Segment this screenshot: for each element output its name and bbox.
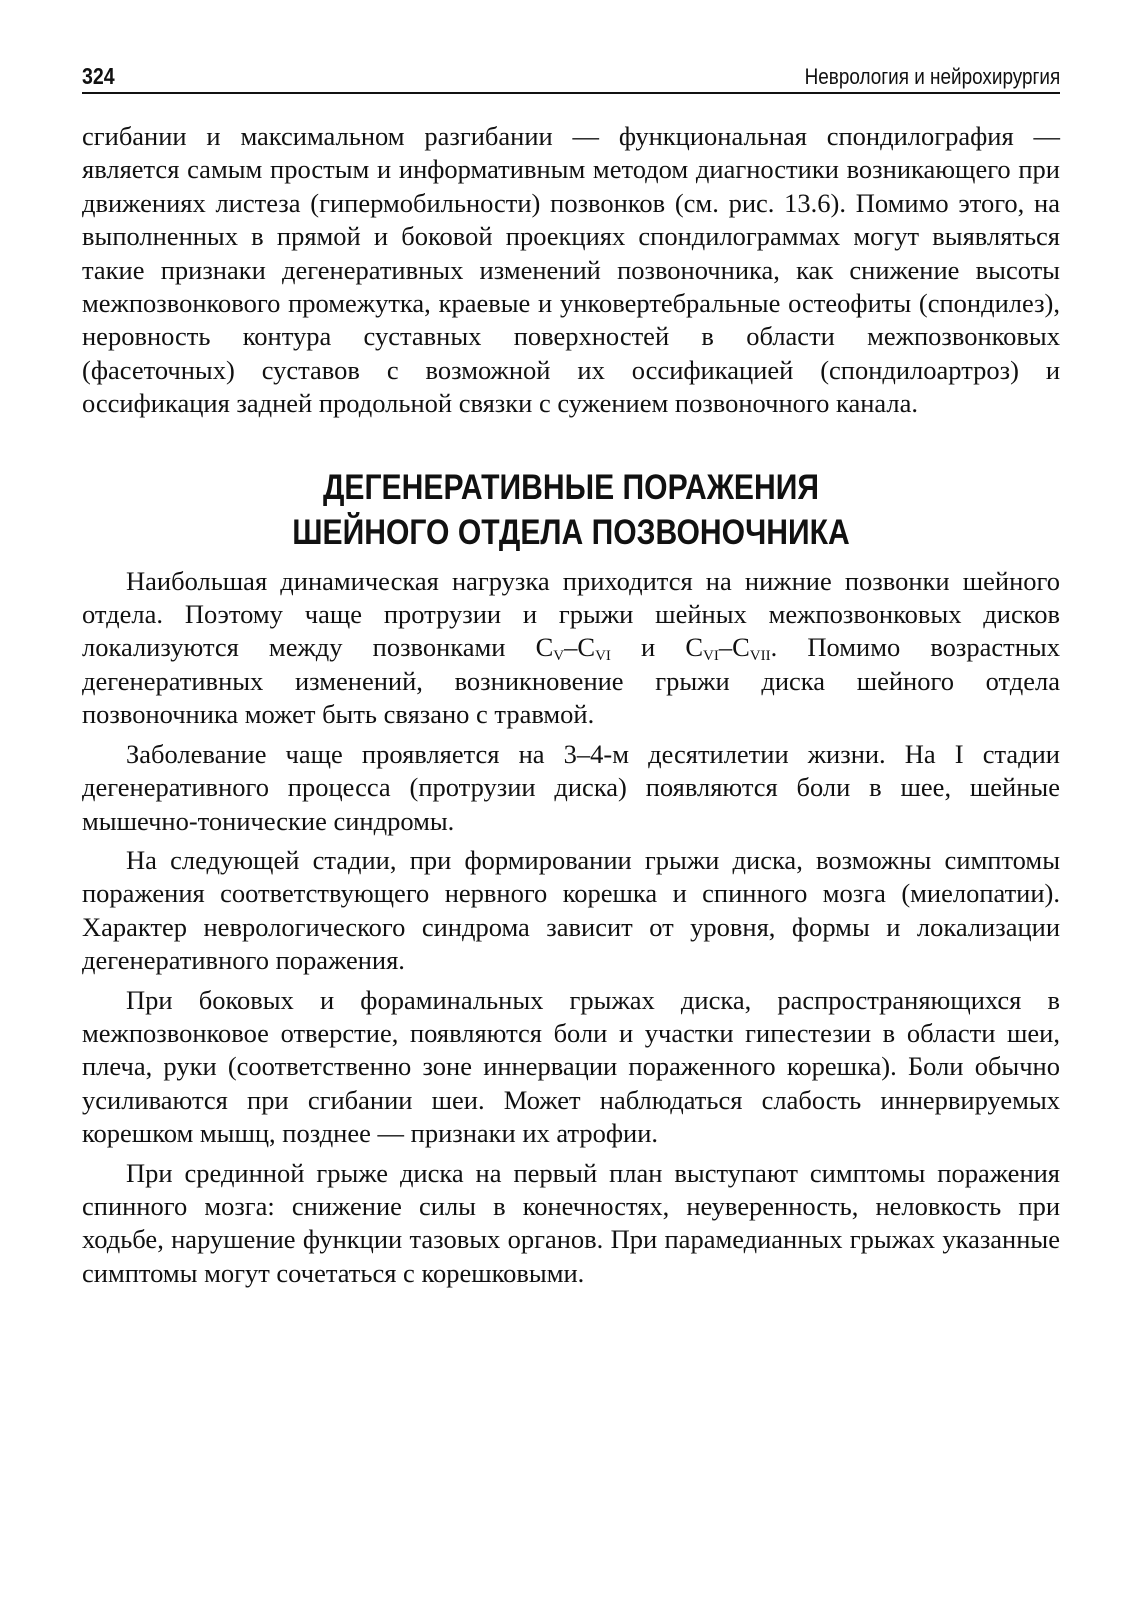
section-title-line-1: ДЕГЕНЕРАТИВНЫЕ ПОРАЖЕНИЯ — [322, 467, 820, 507]
vertebra-c: C — [535, 632, 554, 663]
page-header — [82, 58, 1060, 94]
conjunction: и — [610, 632, 686, 663]
paragraph-4: При боковых и фораминальных грыжах диска, распространяющихся в межпозвонковое отверстие, появляются боли и участки гипестезии в области шеи, плеча, руки (соответственно зоне иннервации пораженного корешка). Боли обычно усиливаются при сгибании шеи. Может наблюдаться слабость иннервируемых корешком мышц, позднее — признаки их атрофии. — [82, 984, 1060, 1149]
page-body — [82, 120, 1060, 1290]
section-title-line-2: ШЕЙНОГО ОТДЕЛА ПОЗВОНОЧНИКА — [292, 512, 850, 552]
paragraph-1-start: Наибольшая динамическая нагрузка приходится на нижние позвонки шейного отдела. Поэтому чаще протрузии и грыжи шейных межпозвонковых дисков локализуются между позвонками — [82, 565, 1060, 663]
paragraph-3: На следующей стадии, при формировании грыжи диска, возможны симптомы поражения соответствующего нервного корешка и спинного мозга (миелопатии). Характер неврологического синдрома зависит от уровня, формы и локализации дегенеративного поражения. — [82, 844, 1060, 976]
paragraph-1-end: . Помимо возрастных дегенеративных изменений, возникновение грыжи диска шейного отдела позвоночника может быть связано с травмой. — [82, 632, 1060, 730]
intro-paragraph: сгибании и максимальном разгибании — функциональная спондилография — является самым простым и информативным методом диагностики возникающего при движениях листеза (гипермобильности) позвонков (см. рис. 13.6). Помимо этого, на выполненных в прямой и боковой проекциях спондилограммах могут выявляться такие признаки дегенеративных изменений позвоночника, как снижение высоты межпозвонкового промежутка, краевые и унковертебральные остеофиты (спондилез), неровность контура суставных поверхностей в области межпозвонковых (фасеточных) суставов с возможной их оссификацией (спондилоартроз) и оссификация задней продольной связки с сужением позвоночного канала. — [82, 121, 1060, 419]
paragraph-2: Заболевание чаще проявляется на 3–4-м десятилетии жизни. На I стадии дегенеративного процесса (протрузии диска) появляются боли в шее, шейные мышечно-тонические синдромы. — [82, 738, 1060, 836]
paragraph-5: При срединной грыже диска на первый план выступают симптомы поражения спинного мозга: снижение силы в конечностях, неуверенность, неловкость при ходьбе, нарушение функции тазовых органов. При парамедианных грыжах указанные симптомы могут сочетаться с корешковыми. — [82, 1157, 1060, 1288]
vertebra-subscript: V — [553, 648, 565, 665]
vertebra-c: C — [732, 632, 750, 663]
paragraph-1 — [82, 565, 1060, 732]
vertebra-c: C — [577, 632, 596, 663]
vertebra-subscript: VII — [749, 648, 771, 665]
range-dash: – — [564, 632, 578, 663]
book-page — [82, 58, 1060, 1296]
range-dash: – — [718, 632, 733, 663]
section-title — [150, 465, 991, 555]
vertebra-c: C — [685, 632, 704, 663]
vertebra-subscript: VI — [703, 648, 719, 665]
vertebra-subscript: VI — [595, 648, 611, 665]
page-number: 324 — [82, 63, 115, 89]
running-title: Неврология и нейрохирургия — [804, 64, 1060, 89]
